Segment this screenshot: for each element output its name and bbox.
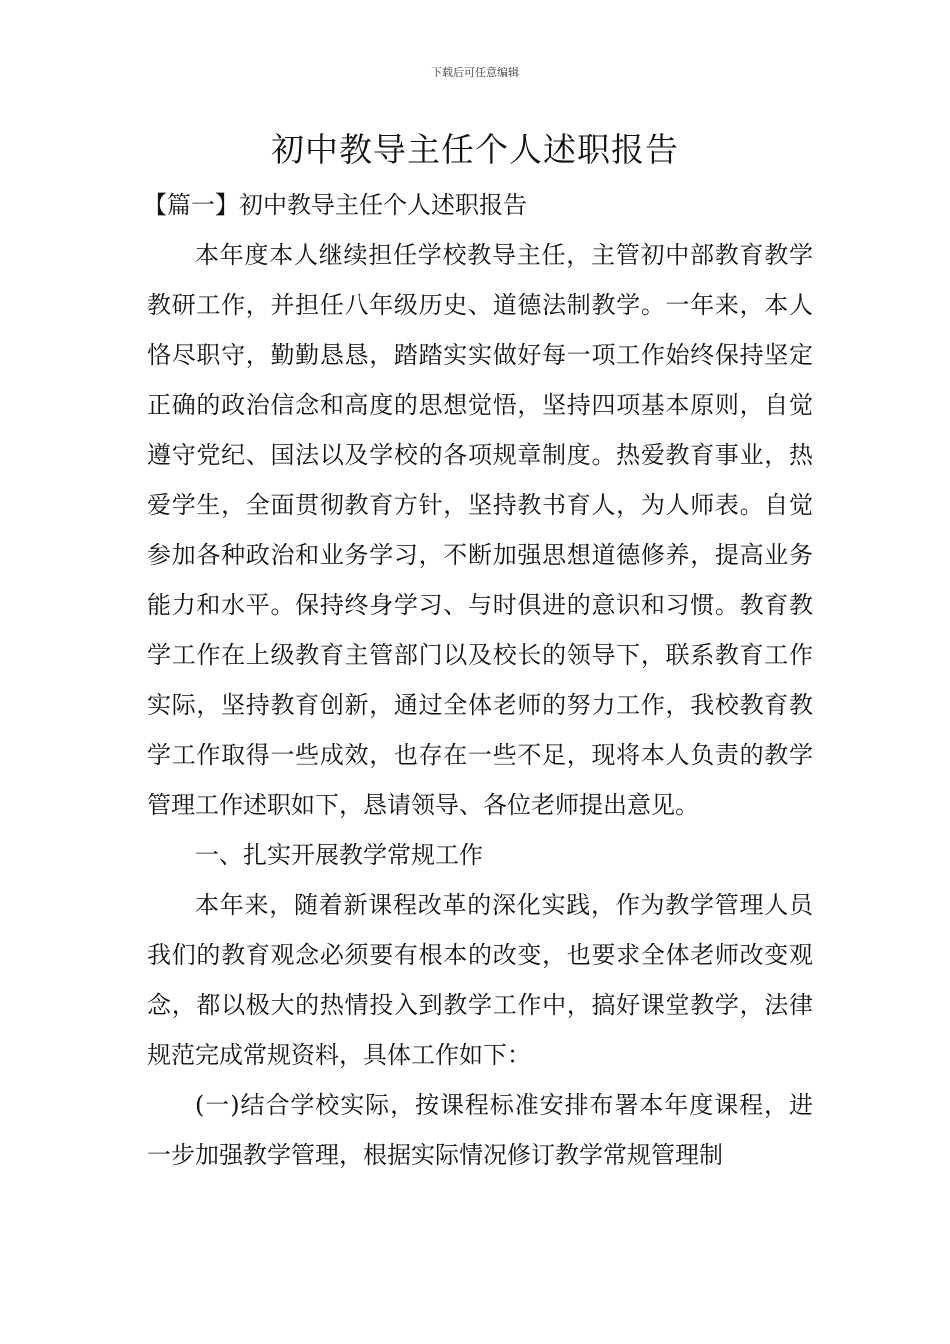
document-body <box>143 180 813 1180</box>
document-title: 初中教导主任个人述职报告 <box>271 130 679 169</box>
body-paragraph: 本年度本人继续担任学校教导主任，主管初中部教育教学教研工作，并担任八年级历史、道德法制教学。一年来，本人恪尽职守，勤勤恳恳，踏踏实实做好每一项工作始终保持坚定正确的政治信念和高度的思想觉悟，坚持四项基本原则，自觉遵守党纪、国法以及学校的各项规章制度。热爱教育事业，热爱学生，全面贯彻教育方针，坚持教书育人，为人师表。自觉参加各种政治和业务学习，不断加强思想道德修养，提高业务能力和水平。保持终身学习、与时俱进的意识和习惯。教育教学工作在上级教育主管部门以及校长的领导下，联系教育工作实际，坚持教育创新，通过全体老师的努力工作，我校教育教学工作取得一些成效，也存在一些不足，现将本人负责的教学管理工作述职如下，恳请领导、各位老师提出意见。 <box>147 241 813 819</box>
section-heading: 【篇一】初中教导主任个人述职报告 <box>143 191 527 219</box>
body-paragraph: (一)结合学校实际，按课程标准安排布署本年度课程，进一步加强教学管理，根据实际情况修订教学常规管理制 <box>147 1091 813 1169</box>
subsection-heading: 一、扎实开展教学常规工作 <box>195 841 483 869</box>
body-paragraph: 本年来，随着新课程改革的深化实践，作为教学管理人员我们的教育观念必须要有根本的改变，也要求全体老师改变观念，都以极大的热情投入到教学工作中，搞好课堂教学，法律规范完成常规资料，具体工作如下： <box>147 891 813 1069</box>
header-note: 下载后可任意编辑 <box>431 66 519 79</box>
